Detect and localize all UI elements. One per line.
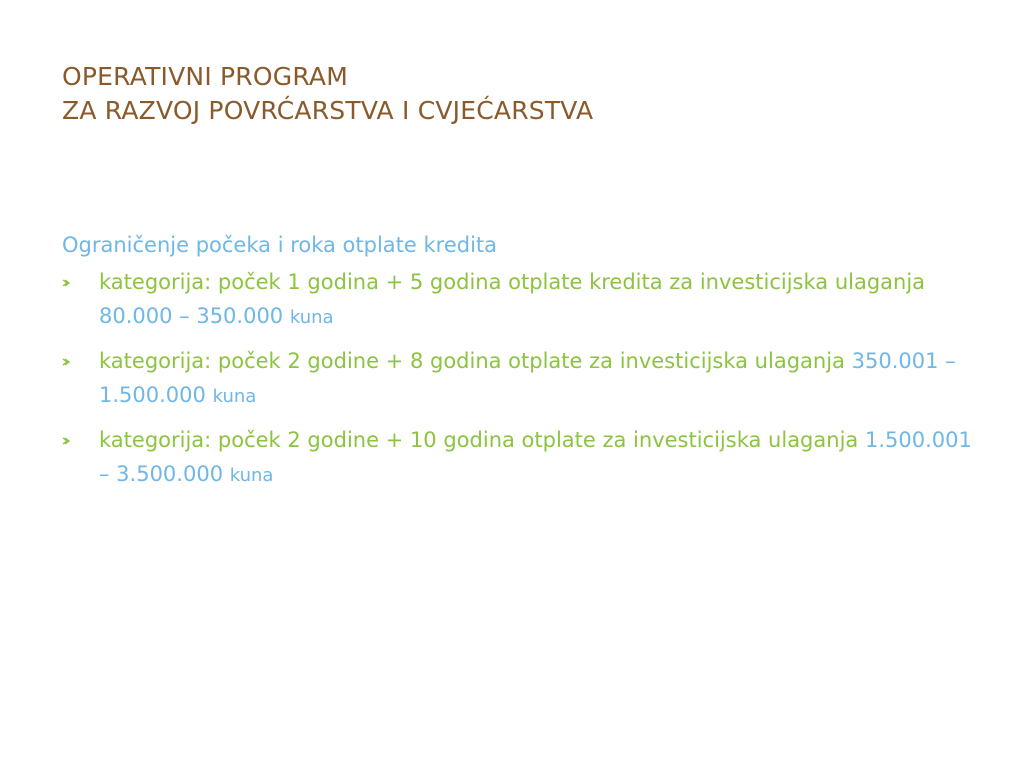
- currency-unit: kuna: [212, 386, 257, 407]
- bullet-text: kategorija: poček 2 godine + 8 godina otplate za investicijska ulaganja: [99, 349, 845, 373]
- amount-range: 1.500.001 – 3.500.000: [99, 428, 972, 486]
- bullet-list: [62, 265, 982, 493]
- arrow-right-icon: [62, 358, 70, 366]
- amount-range: 80.000 – 350.000: [99, 304, 284, 328]
- title-line-1: OPERATIVNI PROGRAM: [62, 62, 348, 91]
- amount-range: 350.001 – 1.500.000: [99, 349, 956, 407]
- bullet-text: kategorija: poček 2 godine + 10 godina otplate za investicijska ulaganja: [99, 428, 859, 452]
- currency-unit: kuna: [289, 307, 334, 328]
- bullet-item: [62, 265, 982, 335]
- bullet-item: [62, 344, 982, 414]
- subheading: Ograničenje počeka i roka otplate kredita: [62, 233, 498, 257]
- bullet-item: [62, 423, 982, 493]
- arrow-right-icon: [62, 437, 70, 445]
- slide-content: [62, 229, 982, 502]
- slide-title: [62, 60, 962, 128]
- currency-unit: kuna: [229, 465, 274, 486]
- bullet-text: kategorija: poček 1 godina + 5 godina otplate kredita za investicijska ulaganja: [99, 270, 926, 294]
- title-line-2: ZA RAZVOJ POVRĆARSTVA I CVJEĆARSTVA: [62, 96, 594, 125]
- arrow-right-icon: [62, 279, 70, 287]
